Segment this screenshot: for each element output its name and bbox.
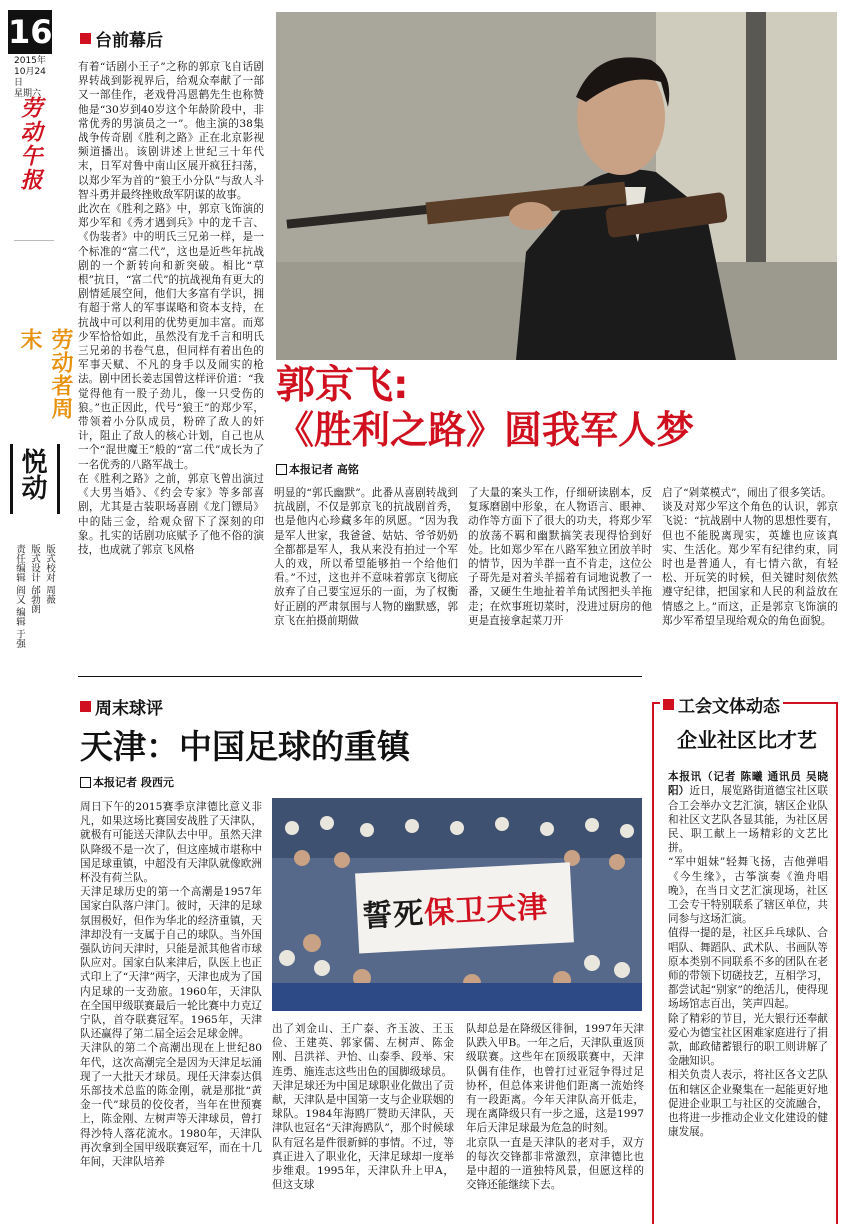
actor-photo-illustration — [276, 12, 837, 360]
football-headline: 天津：中国足球的重镇 — [80, 727, 410, 766]
top-article-col4: 启了“剁菜模式”，闹出了很多笑话。 谈及对郑少军这个角色的认识，郭京飞说：“抗战剧中人物的思想性要有，但也不能脱离现实，英雄也应该真实、生活化。郑少军有纪律约束，同时也是普通人，有七情六欲，有轻松、开玩笑的时候，但关键时刻依然遵守纪律，把国家和人民的利益放在情感之上。”而这，正是郭京飞饰演的郑少军希望呈现给观众的角色面貌。 — [662, 487, 838, 627]
box-icon — [276, 464, 287, 475]
football-col2: 出了刘金山、王广泰、齐玉波、王玉俭、王建英、郭家儒、左树声、陈金刚、吕洪祥、尹怡、山泰季、段举、宋连勇、施连志这些出色的国脚级球员。 天津足球还为中国足球职业化做出了贡献，天津队是中国第一支与企业联姻的球队。1984年海鸥厂赞助天津队，天津队也冠名“天津海鸥队”，那个时候球队有冠名是件很新鲜的事情。不过，等真正进入了职业化，天津足球却一度举步维艰。1995年，天津队升上甲A，但这支球 — [272, 1023, 454, 1192]
credit-editor: 责任编辑 阎又 编辑 于强 — [14, 544, 25, 649]
credit-proof: 版式校对 周薇 — [44, 544, 55, 605]
football-col3: 队却总是在降级区徘徊，1997年天津队跌入甲B。一年之后，天津队重返顶级联赛。这些年在顶级联赛中，天津队偶有佳作，也曾打过亚冠争得过足协杯，但总体来讲他们距离一流始终有一段距离。今年天津队高开低走，现在离降级只有一步之遥，这是1997年后天津足球最为危急的时刻。 北京队一直是天津队的老对手，双方的每次交锋都非常激烈，京津德比也是中超的一道独特风景，但愿这样的交锋还能继续下去。 — [466, 1023, 644, 1192]
top-headline-name: 郭京飞: — [276, 363, 409, 408]
paper-logo: 劳动午报 — [17, 96, 43, 192]
top-byline — [276, 461, 359, 477]
issue-year: 2015年 — [14, 56, 46, 66]
top-article-col1: 有着“话剧小王子”之称的郭京飞自话剧界转战到影视界后，给观众奉献了一部又一部佳作，老戏骨冯恩鹤先生也称赞他是“30岁到40岁这个年龄阶段中，非常优秀的男演员之一”。他主演的38集战争传奇剧《胜利之路》正在北京影视频道播出。该剧讲述上世纪三十年代末，日军对鲁中南山区展开疯狂扫荡，以郑少军为首的“狼王小分队”与敌人斗智斗勇并最终挫败敌军阴谋的故事。 此次在《胜利之路》中，郭京飞饰演的郑少军和《秀才遇到兵》中的龙千言、《伪装者》中的明氏三兄弟一样，是一个标准的“富二代”，这也是近些年抗战剧的一个新转向和新突破。相比“草根”抗日，“富二代”的抗战视角有更大的剧情延展空间，他们大多富有学识，拥有超于常人的军事谋略和资本支持，在抗战中可以利用的优势更加丰富。而郑少军恰恰如此，虽然没有龙千言和明氏三兄弟的书卷气息，但同样有着出色的军事天赋、不凡的身手以及闹实的枪法。剧中团长姜志国曾这样评价道：“我觉得他有一股子劲儿，像一只受伤的狼。”也正因此，代号“狼王”的郑少军，带领着小分队成员，粉碎了敌人的奸计，阻止了敌人的核心计划，自己也从一个“混世魔王”般的“富二代”成长为了一名优秀的八路军战士。 在《胜利之路》之前，郭京飞曾出演过《大男当婚》、《约会专家》等多部喜剧，尤其是古装职场喜剧《龙门镖局》中的陆三金，给观众留下了深刻的印象。扎实的话剧功底赋予了他不俗的演技，也成就了郭京飞风格 — [78, 61, 264, 556]
football-col1: 周日下午的2015赛季京津德比意义非凡，如果这场比赛国安战胜了天津队，就极有可能送天津队去中甲。虽然天津队降级不是一次了，但这座城市堪称中国足球重镇，中超没有天津队就像欧洲杯没有荷兰队。 天津足球历史的第一个高潮是1957年国家白队落户津门。彼时，天津的足球氛围极好，但作为华北的经济重镇，天津却没有一支属于自己的球队。当外国强队访问天津时，只能是派其他省市球队应对。国家白队来津后，队医上也正式印上了“天津”两字，天津也成为了国内足球的一支劲旅。1960年，天津队在全国甲级联赛最后一轮比赛中力克辽宁队，首夺联赛冠军。1965年，天津队还赢得了第二届全运会足球金牌。 天津队的第二个高潮出现在上世纪80年代，这次高潮完全是因为天津足坛涌现了一大批天才球员。现任天津泰达俱乐部技术总监的陈金刚，就是那批“黄金一代”球员的佼佼者，当年在世预赛上，陈金刚、左树声等天津球员，曾打得沙特人落花流水。1980年，天津队再次拿到全国甲级联赛冠军，而在十几年间，天津队培养 — [80, 801, 262, 1169]
red-square-icon — [663, 699, 674, 710]
actor-photo — [276, 12, 837, 360]
issue-weekday: 星期六 — [14, 89, 42, 99]
banner-text-red: 保卫天津 — [423, 889, 549, 932]
credits — [12, 544, 56, 664]
supplement-title: 劳动者周末 — [17, 328, 73, 420]
box-icon — [80, 777, 91, 788]
credit-design: 版式设计 邰勃朗 — [29, 544, 40, 614]
top-byline-text: 本报记者 高铭 — [289, 463, 359, 476]
sidebar-body — [668, 756, 828, 1216]
page-number: 16 — [8, 10, 52, 54]
section-label-union — [660, 692, 783, 717]
section-divider — [78, 676, 642, 677]
top-article-col2: 明显的“郭氏幽默”。此番从喜剧转战到抗战剧，不仅是郭京飞的抗战剧首秀，也是他内心珍藏多年的夙愿。“因为我是军人世家，我爸爸、姑姑、爷爷奶奶全都都是军人，我从来没有拍过一个军人的戏，所以希望能够拍一个给他们看。”不过，这也并不意味着郭京飞彻底放弃了自己要宝逗乐的一面，为了权衡好正剧的严肃氛围与人物的幽默感，郭京飞在拍摄前期做 — [274, 487, 458, 627]
issue-date — [14, 56, 54, 100]
section-label-text: 工会文体动态 — [678, 697, 780, 717]
red-square-icon — [80, 701, 91, 712]
section-label-text: 周末球评 — [95, 699, 163, 719]
football-byline — [80, 774, 174, 790]
top-article-col3: 了大量的案头工作，仔细研读剧本，反复琢磨剧中形象，在人物语言、眼神、动作等方面下了很大的功夫，将郑少军的放荡不羁和幽默搞笑表现得恰到好处。比如郑少军在八路军独立团放羊时的情节，因为羊群一直不肯走，这位公子哥先是对着头羊摇着有词地说教了一番，又硬生生地扯着羊角试图把头羊拖走；在炊事班切菜时，没进过厨房的他更是直接拿起菜刀开 — [468, 487, 652, 627]
sidebar-text: 近日，展览路街道德宝社区联合工会举办文艺汇演，辖区企业队和社区文艺队各显其能，为社区居民、职工献上一场精彩的文艺比拼。 “军中姐妹”轻舞飞扬，吉他弹唱《今生缘》，古筝演奏《渔舟唱晚》，在当日文艺汇演现场，社区工会专干特别联系了辖区单位，共同参与这场汇演。 值得一提的是，社区乒乓球队、合唱队、舞蹈队、武术队、书画队等原本类别不同联系不多的团队在老师的带领下切磋技艺，互相学习，都尝试起“别家”的绝活儿，使得现场场馆志百出，笑声四起。 除了精彩的节目，光大银行还奉献爱心为德宝社区困难家庭进行了捐款，邮政储蓄银行的职工则讲解了金融知识。 相关负责人表示，将社区各文艺队伍和辖区企业聚集在一起能更好地促进企业职工与社区的交流融合，也将进一步推动企业文化建设的健康发展。 — [668, 785, 828, 1139]
issue-day: 10月24日 — [14, 67, 46, 88]
football-byline-text: 本报记者 段西元 — [93, 776, 174, 789]
fans-photo — [272, 798, 642, 1011]
banner-text-black: 誓死 — [361, 896, 426, 935]
section-label-backstage — [80, 26, 163, 51]
section-name: 悦动 — [17, 448, 47, 500]
sidebar-headline: 企业社区比才艺 — [677, 728, 817, 752]
masthead-divider — [14, 240, 54, 241]
top-headline-title: 《胜利之路》圆我军人梦 — [276, 408, 695, 452]
section-label-text: 台前幕后 — [95, 31, 163, 51]
red-square-icon — [80, 33, 91, 44]
sidebar-byline: 本报讯（记者 陈曦 通讯员 吴晓阳） — [668, 771, 828, 798]
section-label-football — [80, 694, 163, 719]
